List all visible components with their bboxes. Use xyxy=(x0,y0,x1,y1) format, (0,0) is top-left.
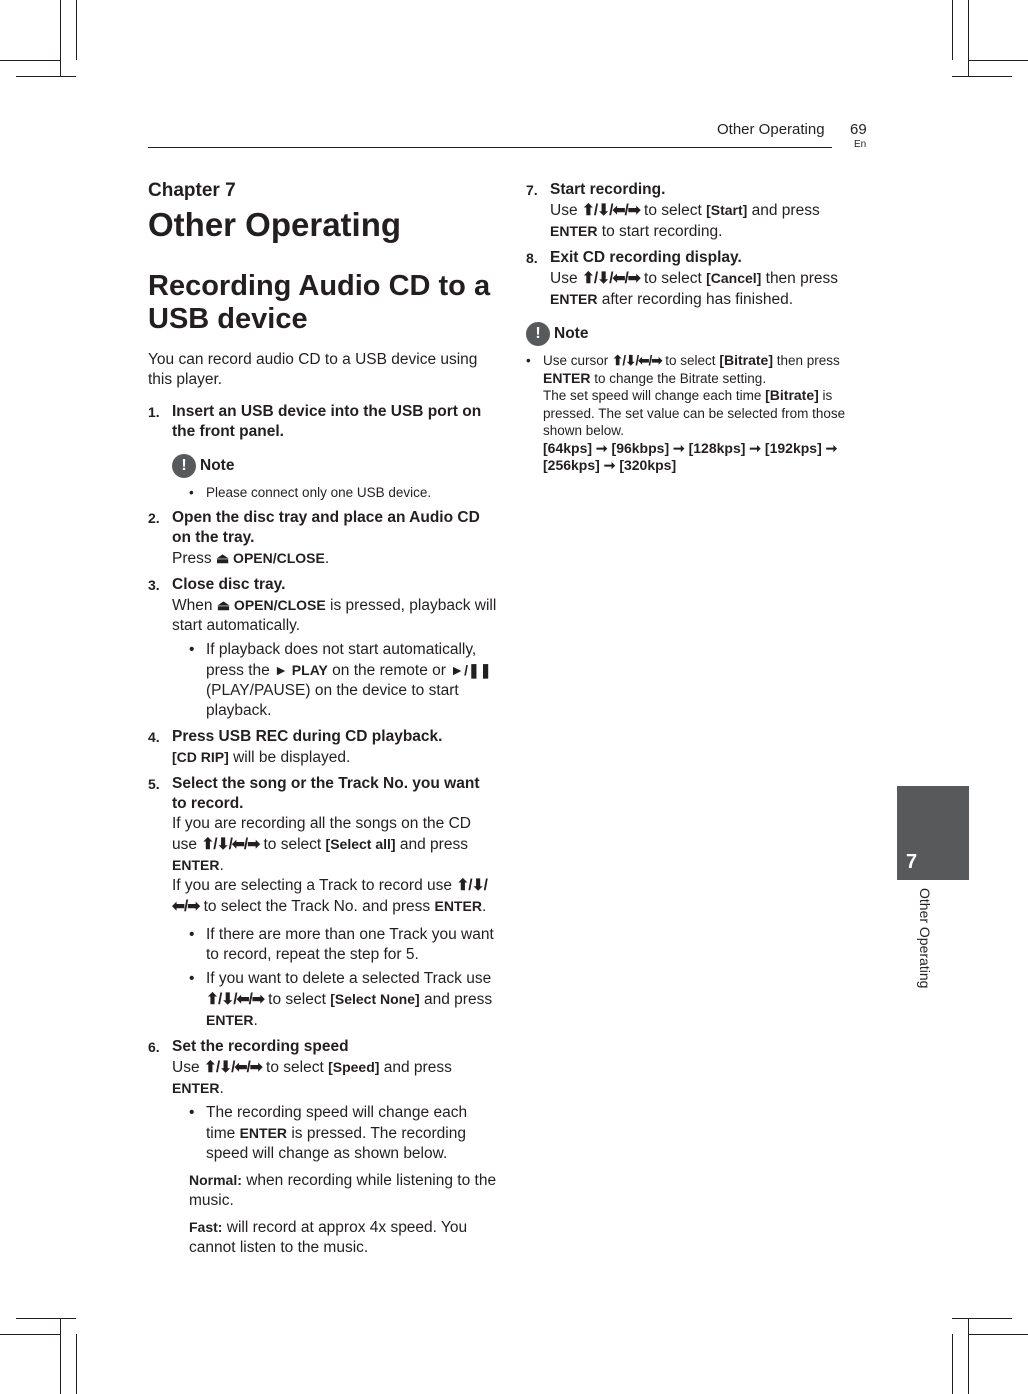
text: after recording has finished. xyxy=(597,291,794,308)
crop-mark xyxy=(16,76,76,77)
key-label: [Bitrate] xyxy=(765,387,819,403)
key-label: [CD RIP] xyxy=(172,748,229,765)
speed-normal xyxy=(189,1170,498,1211)
crop-mark xyxy=(952,1318,1012,1319)
text: Use xyxy=(550,202,582,219)
page-number: 69 xyxy=(850,121,867,138)
text: will record at approx 4x speed. You cannot listen to the music. xyxy=(189,1218,468,1256)
text: . xyxy=(324,549,330,567)
text: to select xyxy=(259,835,326,853)
key-label: [Select all] xyxy=(325,835,396,852)
crop-mark xyxy=(16,1318,76,1319)
key-label: [Start] xyxy=(706,202,748,218)
text: on the remote or xyxy=(327,661,451,679)
crop-mark xyxy=(968,1334,1028,1335)
key-label: [Bitrate] xyxy=(719,352,773,368)
key-label: ENTER xyxy=(239,1124,288,1141)
text: and press xyxy=(747,202,820,219)
text: If playback does not start automatically, press the xyxy=(206,640,477,679)
step-body xyxy=(172,548,498,569)
step-number: 4. xyxy=(148,728,160,745)
text: will be displayed. xyxy=(228,748,351,766)
step-body: If you are recording all the songs on the CD use ⬆/⬇/⬅/➡ to select [Select all] and press ENTER. xyxy=(172,814,471,874)
cursor-arrows-icon: ⬆/⬇/⬅/➡ xyxy=(581,202,640,219)
text: If you want to delete a selected Track use xyxy=(206,969,492,987)
step-5 xyxy=(148,774,498,1031)
note-label: Note xyxy=(554,325,589,342)
cursor-arrows-icon: ⬆/⬇/⬅/➡ xyxy=(612,353,662,368)
chapter-label: Chapter 7 xyxy=(148,180,236,201)
step-bullet xyxy=(189,640,498,721)
section-title: Recording Audio CD to a USB device xyxy=(148,270,491,335)
step-number: 6. xyxy=(148,1038,160,1055)
text: to select the Track No. and press xyxy=(199,897,435,915)
crop-mark xyxy=(76,1334,77,1394)
text: If you are recording all the songs on the CD use xyxy=(172,814,471,853)
step-number: 7. xyxy=(526,182,538,198)
step-3 xyxy=(148,575,498,721)
key-label: ENTER xyxy=(172,1079,220,1096)
step-body: Use ⬆/⬇/⬅/➡ to select [Speed] and press ENTER. xyxy=(172,1058,452,1097)
note-bullet: • Please connect only one USB device. xyxy=(189,484,498,502)
chapter-tab-number: 7 xyxy=(906,851,918,873)
crop-mark xyxy=(952,76,1012,77)
step-number: 2. xyxy=(148,509,160,526)
note-line xyxy=(543,387,871,440)
text: is pressed. The recording speed will change as shown below. xyxy=(206,1124,466,1162)
text: Use xyxy=(172,1058,204,1076)
crop-mark xyxy=(968,0,969,76)
text: Press xyxy=(172,549,216,567)
text: to select xyxy=(639,270,707,287)
crop-mark xyxy=(0,60,60,61)
crop-mark xyxy=(60,1318,61,1394)
text: then press xyxy=(772,353,840,368)
text: Use xyxy=(550,270,582,287)
text: Use cursor xyxy=(543,353,613,368)
step-number: 1. xyxy=(148,404,160,420)
speed-label: Normal: xyxy=(189,1171,242,1188)
step-1 xyxy=(148,402,498,502)
step-body xyxy=(172,595,498,636)
text: then press xyxy=(761,270,839,287)
text: to select xyxy=(661,353,720,368)
intro-text: You can record audio CD to a USB device using this player. xyxy=(148,351,478,388)
step-heading: Close disc tray. xyxy=(172,575,286,593)
crop-mark xyxy=(0,1334,60,1335)
crop-mark xyxy=(60,0,61,76)
key-label: ⏏ OPEN/CLOSE xyxy=(216,596,326,613)
text: and press xyxy=(395,835,468,853)
step-body xyxy=(550,200,871,242)
text: to change the Bitrate setting. xyxy=(590,370,767,386)
text: When xyxy=(172,596,217,614)
text: to start recording. xyxy=(597,223,723,240)
crop-mark xyxy=(968,60,1028,61)
step-heading: Press USB REC during CD playback. xyxy=(172,727,443,745)
step-heading: Insert an USB device into the USB port on the front panel. xyxy=(172,403,482,440)
key-label: ENTER xyxy=(550,223,598,239)
text: is pressed. The set value can be selected from those shown below. xyxy=(543,388,846,438)
key-label: [Select None] xyxy=(330,990,420,1007)
step-bullet: • If you want to delete a selected Track use ⬆/⬇/⬅/➡ to select [Select None] and press ENTER. xyxy=(189,969,498,1031)
note-heading xyxy=(526,322,871,346)
cursor-arrows-icon: ⬆/⬇/⬅/➡ xyxy=(172,876,487,915)
step-body: If you are selecting a Track to record use ⬆/⬇/⬅/➡ to select the Track No. and press ENTER. xyxy=(172,876,487,915)
note-heading xyxy=(172,454,498,478)
step-6 xyxy=(148,1037,498,1258)
step-heading: Exit CD recording display. xyxy=(550,249,742,266)
step-body xyxy=(172,747,498,768)
step-number: 5. xyxy=(148,775,160,792)
text: and press xyxy=(379,1058,452,1076)
key-label: ENTER xyxy=(434,897,482,914)
step-heading: Open the disc tray and place an Audio CD on the tray. xyxy=(172,508,480,546)
text: to select xyxy=(639,202,707,219)
header-rule xyxy=(148,147,832,148)
running-header: Other Operating xyxy=(717,121,825,138)
bitrate-sequence: [64kps] ➞ [96kbps] ➞ [128kps] ➞ [192kps] ➞ [256kps] ➞ [320kps] xyxy=(543,439,838,473)
step-heading: Set the recording speed xyxy=(172,1037,349,1055)
key-label: ►/❚❚ xyxy=(450,661,492,678)
cursor-arrows-icon: ⬆/⬇/⬅/➡ xyxy=(203,1058,262,1076)
text: to select xyxy=(261,1058,329,1076)
speed-label: Fast: xyxy=(189,1218,223,1235)
key-label: ENTER xyxy=(543,369,591,386)
crop-mark xyxy=(76,0,77,60)
speed-fast xyxy=(189,1217,498,1258)
key-label: ENTER xyxy=(550,291,598,307)
text: to select xyxy=(263,990,331,1008)
key-label: ⏏ OPEN/CLOSE xyxy=(215,549,325,566)
page-title: Other Operating xyxy=(148,206,402,243)
step-body xyxy=(550,268,871,310)
note-line xyxy=(543,352,871,387)
step-heading: Start recording. xyxy=(550,181,666,198)
chapter-tab-label: Other Operating xyxy=(917,888,933,989)
left-column xyxy=(148,180,498,1264)
step-number: 3. xyxy=(148,576,160,593)
text: and press xyxy=(419,990,493,1008)
crop-mark xyxy=(952,0,953,60)
step-2 xyxy=(148,508,498,569)
step-bullet xyxy=(189,1103,498,1164)
crop-mark xyxy=(968,1318,969,1394)
text: The set speed will change each time xyxy=(543,388,766,403)
step-4 xyxy=(148,727,498,768)
text: The recording speed will change each time xyxy=(206,1103,468,1142)
key-label: ► PLAY xyxy=(274,661,328,678)
right-column xyxy=(526,180,871,479)
text: If you are selecting a Track to record use xyxy=(172,876,457,894)
step-8 xyxy=(526,248,871,310)
exclamation-icon: ! xyxy=(172,454,196,478)
step-bullet: • If there are more than one Track you want to record, repeat the step for 5. xyxy=(189,925,498,965)
note-bullet xyxy=(526,352,871,475)
key-label: ENTER xyxy=(172,856,220,873)
key-label: [Cancel] xyxy=(706,270,762,286)
cursor-arrows-icon: ⬆/⬇/⬅/➡ xyxy=(581,270,640,287)
text: when recording while listening to the music. xyxy=(189,1171,497,1209)
key-label: ENTER xyxy=(206,1011,254,1028)
key-label: [Speed] xyxy=(328,1058,380,1075)
step-heading: Select the song or the Track No. you want to record. xyxy=(172,774,480,812)
note-label: Note xyxy=(200,457,235,474)
text: (PLAY/PAUSE) on the device to start playback. xyxy=(206,681,459,719)
text: is pressed, playback will start automatically. xyxy=(172,596,497,634)
language-code: En xyxy=(854,139,867,150)
step-7 xyxy=(526,180,871,242)
crop-mark xyxy=(952,1334,953,1394)
step-number: 8. xyxy=(526,250,538,266)
cursor-arrows-icon: ⬆/⬇/⬅/➡ xyxy=(206,990,264,1008)
exclamation-icon: ! xyxy=(526,322,550,346)
cursor-arrows-icon: ⬆/⬇/⬅/➡ xyxy=(201,835,260,853)
